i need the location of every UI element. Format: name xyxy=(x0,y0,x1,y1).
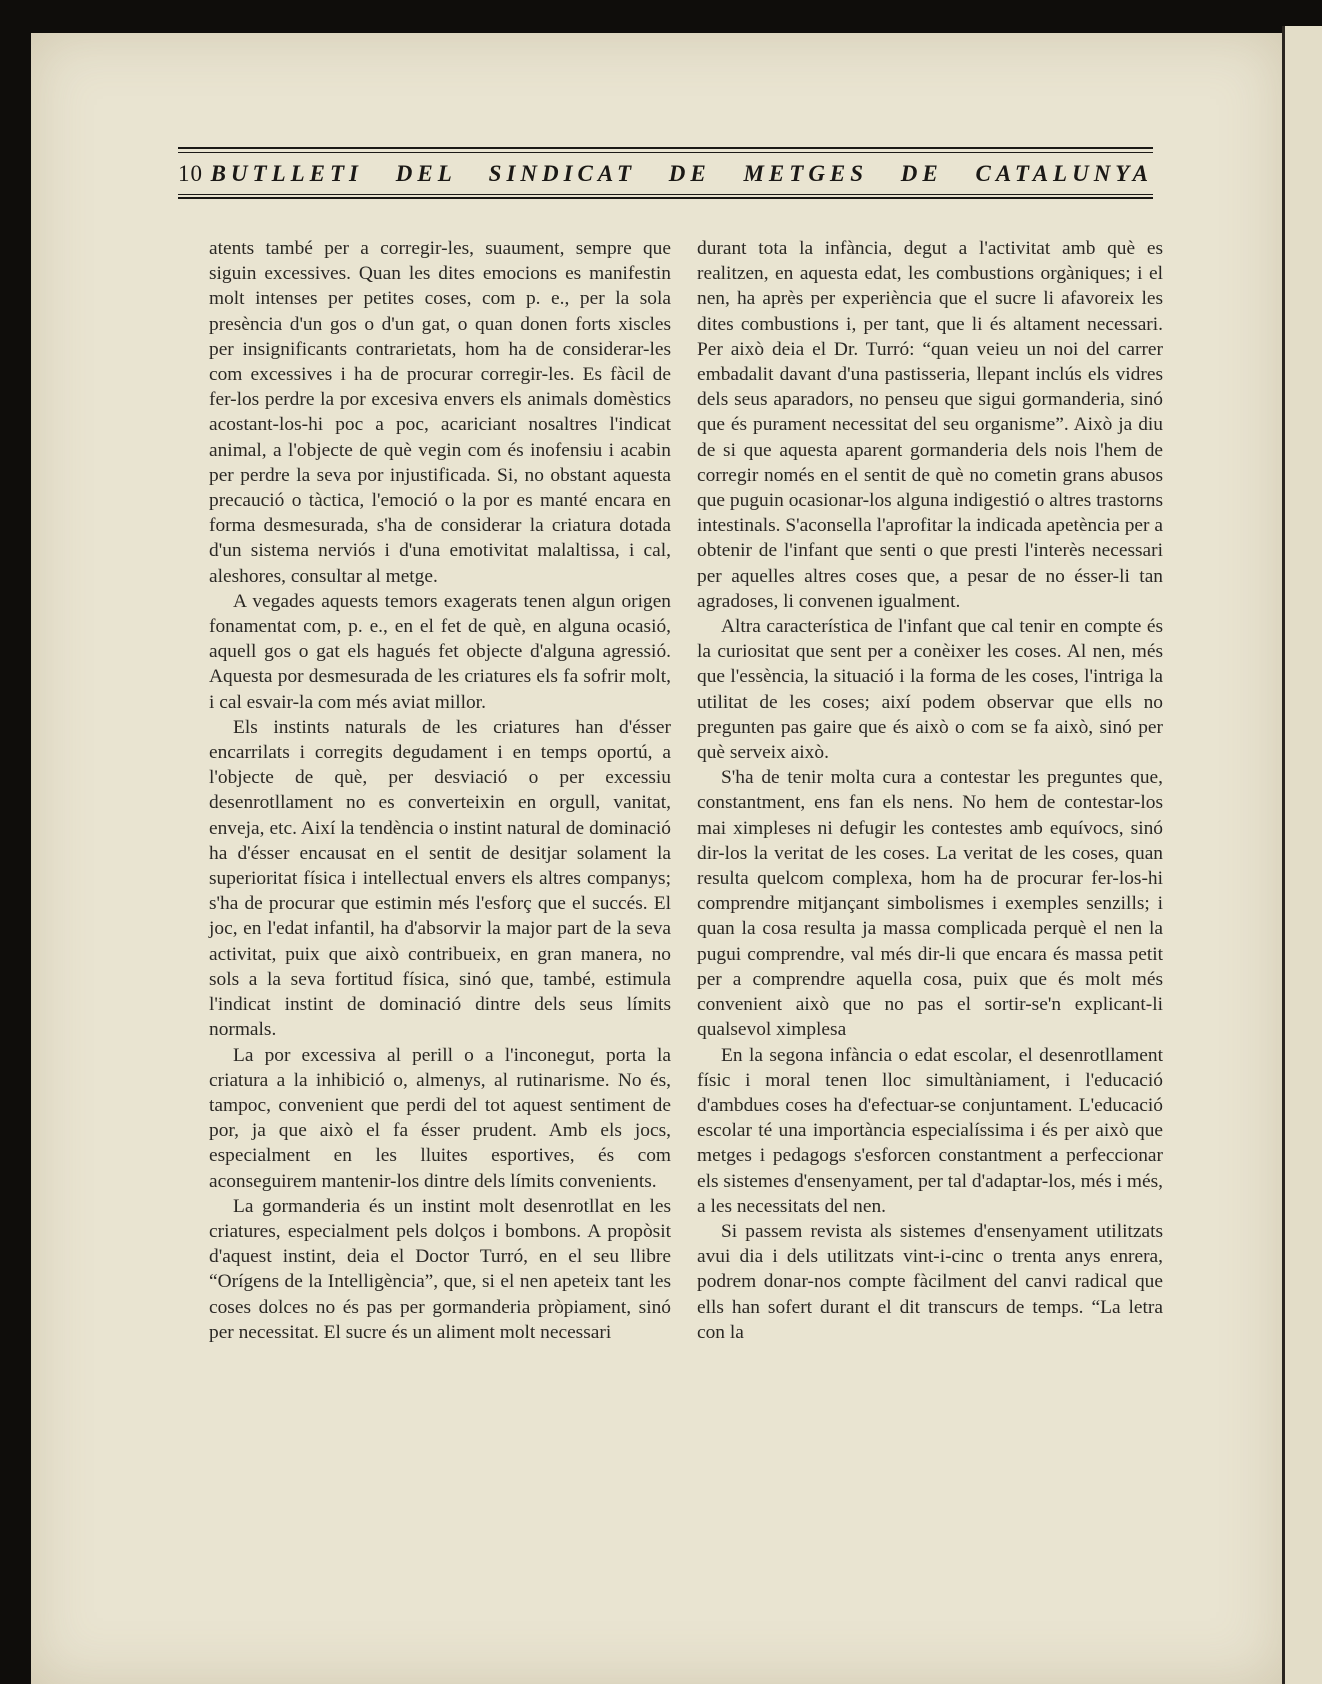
header-rule-bottom xyxy=(178,197,1153,199)
header-rule-top-thin xyxy=(178,152,1153,153)
facing-page-edge xyxy=(1282,26,1322,1684)
paragraph: La gormanderia és un instint molt desenrotllat en les criatures, especialment pels dolços i bombons. A propòsit d'aquest instint, deia el Doctor Turró, en el seu llibre “Orígens de la Intelligència”, que, si el nen apeteix tant les coses dolces no és pas per gormanderia pròpiament, sinó per necessitat. El sucre és un aliment molt necessari xyxy=(209,1195,671,1343)
paragraph: Els instints naturals de les criatures han d'ésser encarrilats i corregits degudament i en temps oportú, a l'objecte de què, per desviació o per excessiu desenrotllament no es converteixin en orgull, vanitat, enveja, etc. Així la tendència o instint natural de dominació ha d'ésser encausat en el sentit de desitjar solament la superioritat física i intellectual envers els altres companys; s'ha de procurar que estimin més l'esforç que el succés. El joc, en l'edat infantil, ha d'absorvir la major part de la seva activitat, puix que això contribueix, en gran manera, no sols a la seva fortitud física, sinó que, també, estimula l'indicat instint de dominació dintre dels seus límits normals. xyxy=(209,716,671,1041)
header-row xyxy=(178,161,1153,187)
paragraph: S'ha de tenir molta cura a contestar les preguntes que, constantment, ens fan els nens. No hem de contestar-los mai ximpleses ni defugir les contestes amb equívocs, sinó dir-los la veritat de les coses. La veritat de les coses, quan resulta quelcom complexa, hom ha de procurar fer-los-hi comprendre mitjançant simbolismes i exemples senzills; i quan la cosa resulta ja massa complicada perquè el nen la pugui comprendre, val més dir-li que encara és massa petit per a comprendre aquella cosa, puix que és molt més convenient això que no pas el sortir-se'n explicant-li qualsevol ximplesa xyxy=(697,767,1163,1041)
paragraph: Altra característica de l'infant que cal tenir en compte és la curiositat que sent per a conèixer les coses. Al nen, més que l'essència, la situació i la forma de les coses, l'intriga la utilitat de les coses; així podem observar que ells no pregunten pas gaire que és això o com se fa això, sinó per què serveix això. xyxy=(697,616,1163,764)
left-text-column xyxy=(209,236,671,1345)
running-title: BUTLLETI DEL SINDICAT DE METGES DE CATALUNYA xyxy=(210,161,1153,186)
paragraph: atents també per a corregir-les, suaument, sempre que siguin excessives. Quan les dites emocions es manifestin molt intenses per petites coses, com p. e., per la sola presència d'un gos o d'un gat, o quan donen forts xiscles per insignificants contrarietats, hom ha de considerar-les com excessives i ha de procurar corregir-les. Es fàcil de fer-los perdre la por excesiva envers els animals domèstics acostant-los-hi poc a poc, acariciant nosaltres l'indicat animal, a l'objecte de què vegin com és inofensiu i acabin per perdre la seva por injustificada. Si, no obstant aquesta precaució o tàctica, l'emoció o la por es manté encara en forma desmesurada, s'ha de considerar la criatura dotada d'un sistema nerviós i d'una emotivitat malaltissa, i cal, aleshores, consultar al metge. xyxy=(209,238,671,587)
paragraph: A vegades aquests temors exagerats tenen algun origen fonamentat com, p. e., en el fet de què, en alguna ocasió, aquell gos o gat els hagués fet objecte d'alguna agressió. Aquesta por desmesurada de les criatures els fa sofrir molt, i cal esvair-la com més aviat millor. xyxy=(209,590,671,713)
paragraph: Si passem revista als sistemes d'ensenyament utilitzats avui dia i dels utilitzats vint-i-cinc o trenta anys enrera, podrem donar-nos compte fàcilment del canvi radical que ells han sofert durant el dit transcurs de temps. “La letra con la xyxy=(697,1220,1163,1343)
paragraph: La por excessiva al perill o a l'inconegut, porta la criatura a la inhibició o, almenys, al rutinarisme. No és, tampoc, convenient que perdi del tot aquest sentiment de por, ja que això el fa ésser prudent. Amb els jocs, especialment en les lluites esportives, és com aconseguirem mantenir-los dintre dels límits convenients. xyxy=(209,1044,671,1192)
paragraph: durant tota la infància, degut a l'activitat amb què es realitzen, en aquesta edat, les combustions orgàniques; i el nen, ha après per experiència que el sucre li afavoreix les dites combustions i, per tant, que li és altament necessari. Per això deia el Dr. Turró: “quan veieu un noi del carrer embadalit davant d'una pastisseria, llepant inclús els vidres dels seus aparadors, no penseu que sigui gormanderia, sinó que és purament necessitat del seu organisme”. Això ja diu de si que aquesta aparent gormanderia dels nois l'hem de corregir només en el sentit de què no cometin grans abusos que puguin ocasionar-los alguna indigestió o altres trastorns intestinals. S'aconsella l'aprofitar la indicada apetència per a obtenir de l'infant que senti o que presti l'interès necessari per aquelles altres coses que, a pesar de no ésser-li tan agradoses, li convenen igualment. xyxy=(697,238,1163,612)
right-text-column xyxy=(697,236,1163,1345)
header-rule-bottom-thin xyxy=(178,194,1153,195)
paragraph: En la segona infància o edat escolar, el desenrotllament físic i moral tenen lloc simultàniament, i l'educació d'ambdues coses ha d'efectuar-se conjuntament. L'educació escolar té una importància especialíssima i és per això que metges i pedagogs s'esforcen constantment a perfeccionar els sistemes d'ensenyament, per tal d'adaptar-los, més i més, a les necessitats del nen. xyxy=(697,1044,1163,1217)
page-number: 10 xyxy=(178,161,203,186)
header-rule-top xyxy=(178,147,1153,149)
page-header xyxy=(178,147,1153,199)
